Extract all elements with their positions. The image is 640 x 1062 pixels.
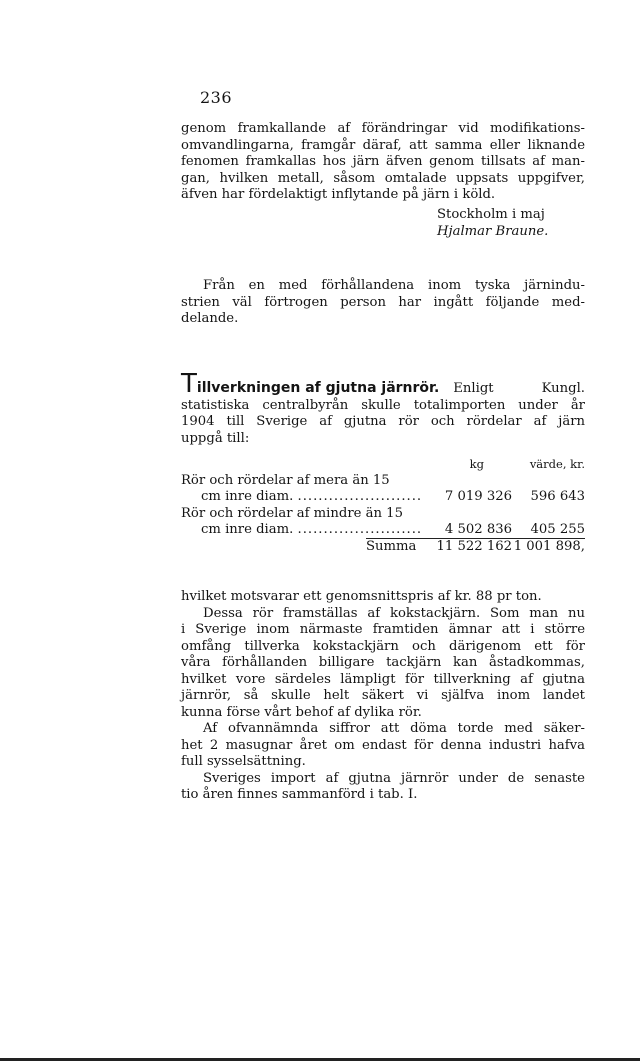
text-line: Af ofvannämnda siffror att döma torde med säker- bbox=[203, 721, 585, 736]
signature-block bbox=[437, 206, 548, 240]
leader-dots: ........................ bbox=[297, 489, 423, 504]
signature-name: Hjalmar Braune. bbox=[437, 224, 549, 239]
heading-initial: T bbox=[181, 369, 197, 399]
text-line: äfven har fördelaktigt inflytande på järn i köld. bbox=[181, 187, 496, 202]
row-value: 596 643 bbox=[530, 489, 585, 504]
heading-tail: Enligt Kungl. bbox=[453, 381, 585, 396]
section-heading bbox=[181, 369, 585, 399]
sum-label: Summa bbox=[365, 538, 417, 554]
intro-paragraph bbox=[181, 121, 585, 204]
table-row bbox=[181, 506, 585, 523]
table-sum-row bbox=[181, 539, 585, 556]
text-line: våra förhållanden billigare tackjärn kan åstadkommas, bbox=[181, 655, 585, 670]
row-label-line1: Rör och rördelar af mera än 15 bbox=[181, 472, 390, 488]
text-line: gan, hvilken metall, såsom omtalade uppsats uppgifver, bbox=[181, 170, 585, 186]
text-line: kunna förse vårt behof af dylika rör. bbox=[181, 704, 422, 720]
signature-place-date: Stockholm i maj bbox=[437, 207, 545, 222]
text-line: tio åren finnes sammanförd i tab. I. bbox=[181, 787, 418, 802]
table-row bbox=[181, 489, 585, 506]
row-label-line2 bbox=[181, 522, 424, 539]
row-kg: 4 502 836 bbox=[444, 522, 512, 537]
text-line: i Sverige inom närmaste framtiden ämnar att i större bbox=[181, 622, 585, 637]
text-line: het 2 masugnar året om endast för denna industri hafva bbox=[181, 737, 585, 753]
sum-rule bbox=[366, 538, 585, 539]
text-line: järnrör, så skulle helt säkert vi själfva inom landet bbox=[181, 688, 585, 703]
text-line: omfång tillverka kokstackjärn och därigenom ett för bbox=[181, 638, 585, 654]
text-line: uppgå till: bbox=[181, 430, 250, 446]
row-label-text: cm inre diam. bbox=[201, 489, 294, 504]
text-line: strien väl förtrogen person har ingått följande med- bbox=[181, 294, 585, 310]
leader-dots: ........................ bbox=[297, 522, 423, 537]
row-label-line1: Rör och rördelar af mindre än 15 bbox=[181, 505, 403, 521]
section-block bbox=[181, 369, 585, 447]
text-line: omvandlingarna, framgår däraf, att samma eller liknande bbox=[181, 137, 585, 153]
text-line: Dessa rör framställas af kokstackjärn. Som man nu bbox=[203, 605, 585, 621]
heading-title: illverkningen af gjutna järnrör. bbox=[196, 380, 440, 396]
row-label-text: cm inre diam. bbox=[201, 522, 294, 537]
import-table bbox=[181, 456, 585, 555]
table-header-row bbox=[181, 456, 585, 473]
text-line: Från en med förhållandena inom tyska järnindu- bbox=[203, 278, 585, 293]
text-line: genom framkallande af förändringar vid modifikations- bbox=[181, 121, 585, 136]
text-line: full sysselsättning. bbox=[181, 754, 306, 769]
table-row bbox=[181, 522, 585, 539]
header-kg: kg bbox=[469, 457, 484, 471]
body-paragraphs bbox=[181, 589, 585, 804]
text-line: hvilket vore särdeles lämpligt för tillverkning af gjutna bbox=[181, 671, 585, 687]
text-line: fenomen framkallas hos järn äfven genom tillsats af man- bbox=[181, 154, 585, 169]
text-line: statistiska centralbyrån skulle totalimporten under år bbox=[181, 397, 585, 413]
row-kg: 7 019 326 bbox=[444, 489, 512, 504]
note-paragraph bbox=[181, 278, 585, 328]
page-number: 236 bbox=[200, 88, 233, 107]
text-line: Sveriges import af gjutna järnrör under de senaste bbox=[203, 770, 585, 786]
sum-value: 1 001 898, bbox=[513, 538, 585, 554]
row-label-line2 bbox=[181, 489, 424, 506]
row-value: 405 255 bbox=[530, 522, 585, 537]
table-row bbox=[181, 473, 585, 490]
scan-edge-line bbox=[0, 1058, 640, 1061]
header-value: värde, kr. bbox=[529, 457, 585, 471]
sum-kg: 11 522 162 bbox=[436, 538, 512, 554]
text-line: hvilket motsvarar ett genomsnittspris af kr. 88 pr ton. bbox=[181, 589, 542, 604]
text-line: 1904 till Sverige af gjutna rör och rördelar af järn bbox=[181, 414, 585, 429]
text-line: delande. bbox=[181, 311, 239, 326]
